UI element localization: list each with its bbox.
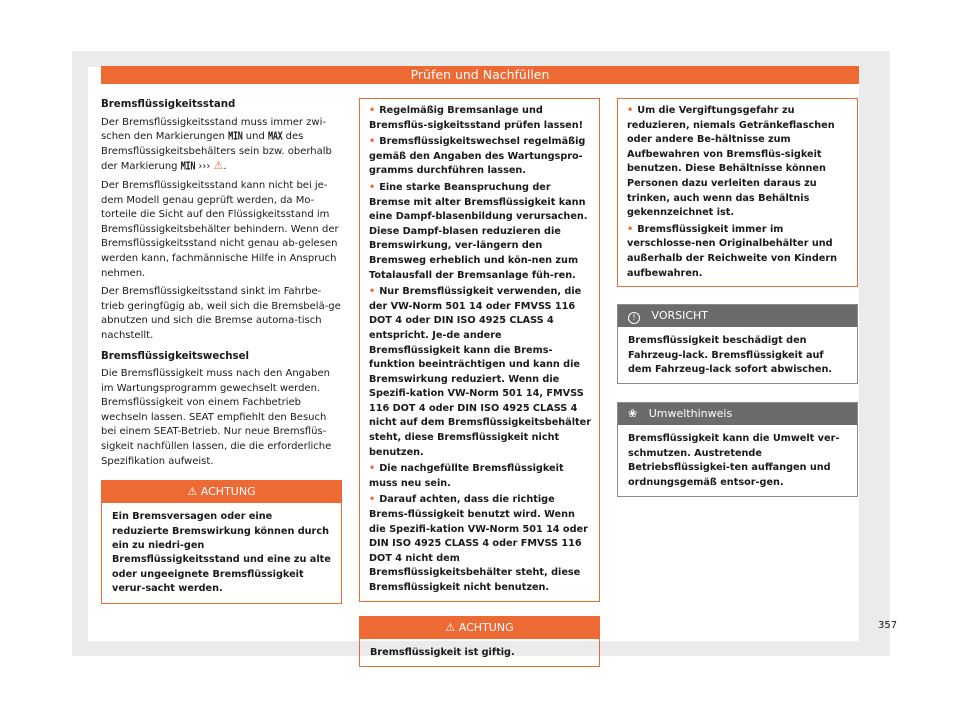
- warning-box-1: [101, 480, 342, 603]
- environment-box: [617, 402, 858, 497]
- warning-triangle-icon: ⚠: [213, 159, 224, 173]
- paragraph-change: Die Bremsflüssigkeit muss nach den Angaben im Wartungsprogramm gewechselt werden. Bremsflüssigkeit von einem Fachbetrieb wechseln lassen. SEAT empfiehlt den Besuch bei einem SEAT-Betrieb. Nur neue Bremsflüs-sigkeit nachfüllen lassen, die die erforderliche Spezifikation aufweist.: [101, 368, 332, 467]
- column-2: [359, 98, 600, 667]
- warning-box-2: [359, 616, 600, 667]
- min-marker: MIN: [228, 130, 243, 144]
- list-item: • Bremsflüssigkeit immer im verschlosse-nen Originalbehälter und außerhalb der Reichweite von Kindern aufbewahren.: [627, 223, 838, 279]
- caution-text: Bremsflüssigkeit beschädigt den Fahrzeug-lack. Bremsflüssigkeit auf dem Fahrzeug-lack sofort abwischen.: [628, 335, 833, 375]
- paragraph-level: Der Bremsflüssigkeitsstand muss immer zwi-schen den Markierungen MIN und MAX des Bremsflüssigkeitsbehälters sein bzw. oberhalb der Markierung MIN ››› ⚠.: [101, 116, 342, 175]
- caution-box: [617, 304, 858, 384]
- list-item: • Nur Bremsflüssigkeit verwenden, die der VW-Norm 501 14 oder FMVSS 116 DOT 4 oder DIN ISO 4925 CLASS 4 entspricht. Je-de andere Bremsflüssigkeit kann die Brems-funktion beeinträchtigen und kann die Bremswirkung reduziert. Wenn die Spezifi-kation VW-Norm 501 14, FMVSS 116 DOT 4 oder DIN ISO 4925 CLASS 4 nicht auf dem Bremsflüssigkeitsbehälter steht, diese Bremsflüssigkeit nicht benutzen.: [369, 286, 592, 458]
- column-1: [101, 98, 342, 604]
- caution-header: ! VORSICHT: [618, 305, 857, 327]
- max-marker: MAX: [268, 130, 283, 144]
- page-number: 357: [878, 620, 898, 631]
- warning-text: Bremsflüssigkeit ist giftig.: [370, 646, 515, 658]
- paragraph-decrease: Der Bremsflüssigkeitsstand sinkt im Fahrbe-trieb geringfügig ab, weil sich die Bremsbelä-ge abnutzen und sich die Bremse automa-tisch nachstellt.: [101, 286, 341, 341]
- warning-text: Ein Bremsversagen oder eine reduzierte Bremswirkung können durch ein zu niedri-gen Bremsflüssigkeitsstand und eine zu alte oder ungeeignete Bremsflüssigkeit verur-sacht werden.: [112, 511, 331, 595]
- paragraph-check: Der Bremsflüssigkeitsstand kann nicht bei je-dem Modell genau geprüft werden, da Mo-torteile die Sicht auf den Flüssigkeitsstand im Bremsflüssigkeitsbehälter behindern. Wenn der Bremsflüssigkeitsstand nicht genau ab-gelesen werden kann, fachmännische Hilfe in Anspruch nehmen.: [101, 179, 339, 279]
- warning-continued-box: [617, 98, 858, 287]
- chapter-header: Prüfen und Nachfüllen: [101, 66, 859, 84]
- list-item: • Bremsflüssigkeitswechsel regelmäßig gemäß den Angaben des Wartungspro-gramms durchführen lassen.: [369, 136, 586, 177]
- list-item: • Die nachgefüllte Bremsflüssigkeit muss neu sein.: [369, 463, 564, 489]
- column-3: [617, 98, 858, 497]
- warning-header: ⚠ ACHTUNG: [102, 481, 341, 503]
- warning-triangle-icon: ⚠: [187, 485, 198, 499]
- leaf-flower-icon: ❀: [628, 407, 638, 421]
- warning-triangle-icon: ⚠: [445, 620, 456, 634]
- environment-text: Bremsflüssigkeit kann die Umwelt ver-schmutzen. Austretende Betriebsflüssigkei-ten auffangen und ordnungsgemäß entsor-gen.: [628, 433, 840, 488]
- list-item: • Eine starke Beanspruchung der Bremse mit alter Bremsflüssigkeit kann eine Dampf-blasenbildung verursachen. Diese Dampf-blasen reduzieren die Bremswirkung, ver-längern den Bremsweg erheblich und kön-nen zum Totalausfall der Bremsanlage füh-ren.: [369, 181, 588, 281]
- list-item: • Regelmäßig Bremsanlage und Bremsflüs-sigkeitsstand prüfen lassen!: [369, 105, 584, 131]
- warning-continued-box: [359, 98, 600, 602]
- list-item: • Um die Vergiftungsgefahr zu reduzieren, niemals Getränkeflaschen oder andere Be-hältnisse zum Aufbewahren von Bremsflüs-sigkeit benutzen. Diese Behältnisse können Personen dazu verleiten daraus zu trinken, auch wenn das Behältnis gekennzeichnet ist.: [627, 105, 835, 219]
- warning-header: ⚠ ACHTUNG: [360, 617, 599, 639]
- exclamation-circle-icon: !: [628, 312, 640, 324]
- min-marker-2: MIN: [180, 161, 196, 174]
- environment-header: ❀ Umwelthinweis: [618, 403, 857, 425]
- section-title-change: Bremsflüssigkeitswechsel: [101, 350, 250, 362]
- list-item: • Darauf achten, dass die richtige Brems-flüssigkeit benutzt wird. Wenn die Spezifi-kation VW-Norm 501 14 oder DIN ISO 4925 CLASS 4 oder FMVSS 116 DOT 4 nicht dem Bremsflüssigkeitsbehälter steht, diese Bremsflüssigkeit nicht benutzen.: [369, 494, 588, 593]
- section-title-level: Bremsflüssigkeitsstand: [101, 99, 236, 110]
- cross-reference[interactable]: ›››: [198, 161, 211, 173]
